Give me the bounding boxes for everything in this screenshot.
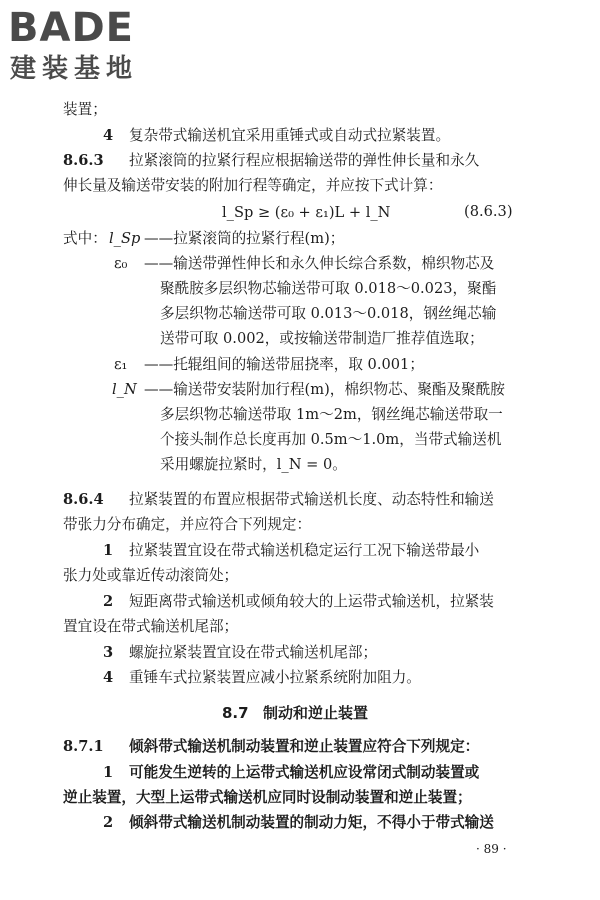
item-4-text: 复杂带式输送机宜采用重锤式或自动式拉紧装置。	[129, 127, 451, 144]
def-4-line4: 采用螺旋拉紧时，l_N = 0。	[160, 456, 347, 473]
clause-8-6-3-text: 拉紧滚筒的拉紧行程应根据输送带的弹性伸长量和永久	[129, 152, 480, 169]
item-3-text: 螺旋拉紧装置宜设在带式输送机尾部；	[129, 644, 378, 661]
item-3-number: 3	[103, 644, 114, 661]
bade-logo	[8, 6, 178, 86]
item-2-text: 短距离带式输送机或倾角较大的上运带式输送机，拉紧装	[129, 593, 494, 610]
item-1-text: 拉紧装置宜设在带式输送机稳定运行工况下输送带最小	[129, 542, 480, 559]
clause-8-6-4-line2: 带张力分布确定，并应符合下列规定：	[63, 516, 312, 533]
item-8-7-1-2-number: 2	[103, 814, 114, 831]
item-4-number: 4	[103, 127, 114, 144]
def-2-text: ——输送带弹性伸长和永久伸长综合系数，棉织物芯及	[144, 255, 495, 272]
def-3-symbol: ε₁	[114, 356, 128, 373]
item-8-7-1-2-text: 倾斜带式输送机制动装置的制动力矩，不得小于带式输送	[129, 814, 494, 831]
def-2-symbol: ε₀	[114, 255, 128, 272]
formula-8-6-3: l_Sp ≥ (ε₀ + ε₁)L + l_N	[222, 204, 391, 221]
clause-8-6-3-number: 8.6.3	[63, 152, 104, 169]
section-8-7-number: 8.7	[222, 704, 249, 722]
item-2-line2: 置宜设在带式输送机尾部；	[63, 618, 239, 635]
clause-8-6-4-text: 拉紧装置的布置应根据带式输送机长度、动态特性和输送	[129, 491, 494, 508]
def-1-symbol: l_Sp	[109, 230, 141, 247]
page-number: · 89 ·	[476, 842, 507, 856]
def-3-text: ——托辊组间的输送带屈挠率，取 0.001；	[144, 356, 424, 373]
where-label: 式中：	[63, 230, 107, 247]
def-1-text: ——拉紧滚筒的拉紧行程(m)；	[144, 230, 345, 247]
item-4b-number: 4	[103, 669, 114, 686]
def-4-line2: 多层织物芯输送带取 1m～2m，钢丝绳芯输送带取一	[160, 406, 503, 423]
clause-8-7-1-number: 8.7.1	[63, 738, 104, 755]
item-8-7-1-1-text: 可能发生逆转的上运带式输送机应设常闭式制动装置或	[129, 764, 480, 781]
clause-8-7-1-text: 倾斜带式输送机制动装置和逆止装置应符合下列规定：	[129, 738, 480, 755]
def-4-line3: 个接头制作总长度再加 0.5m～1.0m，当带式输送机	[160, 431, 502, 448]
clause-8-6-4-number: 8.6.4	[63, 491, 104, 508]
def-2-line2: 聚酰胺多层织物芯输送带可取 0.018～0.023，聚酯	[160, 280, 497, 297]
item-1-line2: 张力处或靠近传动滚筒处；	[63, 567, 239, 584]
def-4-symbol: l_N	[112, 381, 137, 398]
line-1: 装置；	[63, 101, 107, 118]
item-4b-text: 重锤车式拉紧装置应减小拉紧系统附加阻力。	[129, 669, 421, 686]
item-2-number: 2	[103, 593, 114, 610]
logo-subtitle: 建装基地	[10, 54, 139, 84]
section-8-7-title: 制动和逆止装置	[263, 704, 369, 722]
def-2-line3: 多层织物芯输送带可取 0.013～0.018，钢丝绳芯输	[160, 305, 497, 322]
item-8-7-1-1-number: 1	[103, 764, 114, 781]
def-2-line4: 送带可取 0.002，或按输送带制造厂推荐值选取；	[160, 330, 484, 347]
item-1-number: 1	[103, 542, 114, 559]
item-8-7-1-1-line2: 逆止装置，大型上运带式输送机应同时设制动装置和逆止装置；	[63, 789, 472, 806]
clause-8-6-3-line2: 伸长量及输送带安装的附加行程等确定，并应按下式计算：	[63, 177, 443, 194]
logo-wordmark: BADE	[8, 5, 134, 51]
def-4-text: ——输送带安装附加行程(m)，棉织物芯、聚酯及聚酰胺	[144, 381, 505, 398]
formula-label: (8.6.3)	[464, 203, 513, 220]
